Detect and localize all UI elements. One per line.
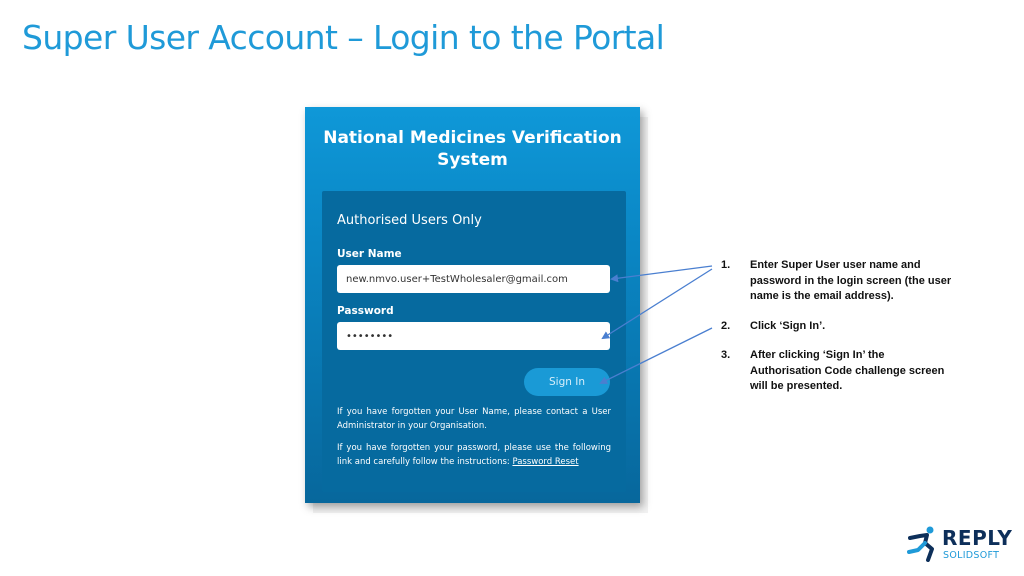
forgot-username-text: If you have forgotten your User Name, please contact a User Administrator in your Organisation. — [337, 407, 611, 431]
password-input[interactable] — [337, 322, 610, 350]
step-3 — [721, 348, 956, 395]
forgot-password-text — [337, 441, 611, 469]
app-title-line-1: National Medicines Verification — [323, 128, 622, 148]
step-2-text: Click ‘Sign In’. — [750, 319, 826, 332]
app-title — [305, 127, 640, 171]
login-screenshot — [305, 107, 640, 503]
forgot-password-instructions: If you have forgotten your password, please use the following link and carefully follow the instructions: — [337, 443, 611, 467]
slide-title: Super User Account – Login to the Portal — [22, 18, 665, 57]
sign-in-button[interactable]: Sign In — [524, 368, 610, 396]
app-title-line-2: System — [437, 150, 508, 170]
step-3-text: After clicking ‘Sign In’ the Authorisation Code challenge screen will be presented. — [750, 349, 945, 392]
password-reset-link[interactable]: Password Reset — [512, 457, 579, 467]
step-1-text: Enter Super User user name and password in the login screen (the user name is the email address). — [750, 259, 952, 302]
login-panel — [322, 191, 626, 492]
logo-wordmark: REPLY — [942, 526, 1013, 550]
step-2 — [721, 319, 956, 335]
username-input[interactable] — [337, 265, 610, 293]
password-label: Password — [337, 305, 394, 317]
step-1-number: 1. — [721, 259, 731, 271]
step-1 — [721, 258, 956, 305]
logo-subtitle: SOLIDSOFT — [943, 550, 1000, 561]
panel-heading: Authorised Users Only — [337, 213, 482, 228]
step-3-number: 3. — [721, 349, 731, 361]
reply-solidsoft-logo — [906, 524, 1018, 564]
username-label: User Name — [337, 248, 402, 260]
instruction-steps — [721, 258, 956, 395]
running-figure-icon — [906, 526, 938, 562]
step-2-number: 2. — [721, 319, 731, 332]
